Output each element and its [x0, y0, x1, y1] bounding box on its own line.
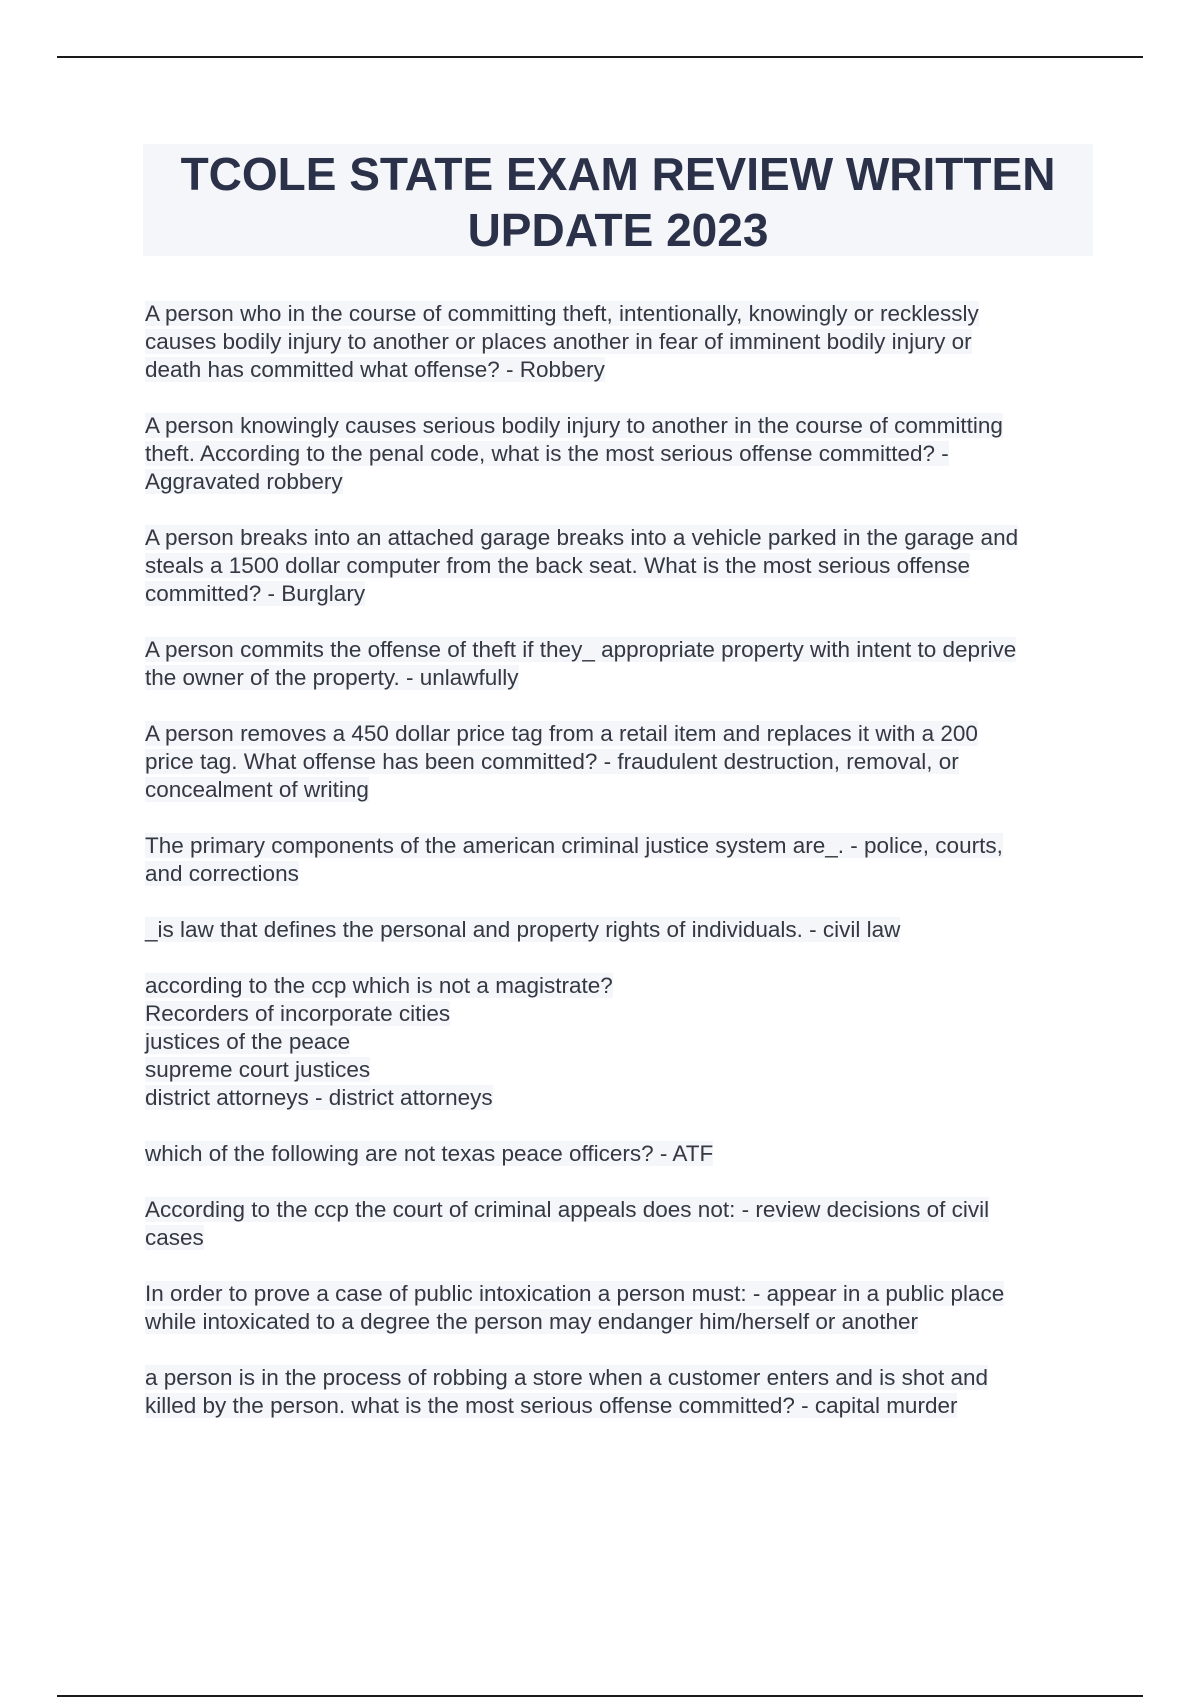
qa-line: district attorneys - district attorneys	[145, 1085, 493, 1110]
qa-item	[145, 636, 1095, 692]
title-block	[143, 144, 1093, 256]
qa-line: The primary components of the american criminal justice system are_. - police, courts,	[145, 833, 1003, 858]
qa-item	[145, 916, 1095, 944]
qa-line: the owner of the property. - unlawfully	[145, 665, 519, 690]
qa-line: A person commits the offense of theft if they_ appropriate property with intent to deprive	[145, 637, 1017, 662]
qa-item	[145, 832, 1095, 888]
qa-item	[145, 1280, 1095, 1336]
qa-line: and corrections	[145, 861, 299, 886]
document-title	[143, 144, 1093, 258]
qa-line: which of the following are not texas peace officers? - ATF	[145, 1141, 714, 1166]
qa-line: A person who in the course of committing theft, intentionally, knowingly or recklessly	[145, 301, 979, 326]
qa-item	[145, 1196, 1095, 1252]
qa-line: steals a 1500 dollar computer from the back seat. What is the most serious offense	[145, 553, 970, 578]
qa-line: killed by the person. what is the most serious offense committed? - capital murder	[145, 1393, 958, 1418]
qa-item	[145, 1140, 1095, 1168]
qa-line: A person knowingly causes serious bodily injury to another in the course of committing	[145, 413, 1003, 438]
qa-line: justices of the peace	[145, 1029, 351, 1054]
qa-line: cases	[145, 1225, 204, 1250]
qa-item	[145, 300, 1095, 384]
qa-line: a person is in the process of robbing a store when a customer enters and is shot and	[145, 1365, 988, 1390]
qa-line: supreme court justices	[145, 1057, 371, 1082]
qa-line: while intoxicated to a degree the person may endanger him/herself or another	[145, 1309, 918, 1334]
qa-line: In order to prove a case of public intoxication a person must: - appear in a public place	[145, 1281, 1005, 1306]
qa-item	[145, 524, 1095, 608]
qa-line: according to the ccp which is not a magistrate?	[145, 973, 613, 998]
qa-line: _is law that defines the personal and property rights of individuals. - civil law	[145, 917, 901, 942]
qa-line: Aggravated robbery	[145, 469, 343, 494]
qa-line: committed? - Burglary	[145, 581, 366, 606]
qa-item	[145, 1364, 1095, 1420]
qa-line: A person removes a 450 dollar price tag from a retail item and replaces it with a 200	[145, 721, 978, 746]
qa-line: causes bodily injury to another or places another in fear of imminent bodily injury or	[145, 329, 972, 354]
qa-line: theft. According to the penal code, what is the most serious offense committed? -	[145, 441, 949, 466]
qa-item	[145, 412, 1095, 496]
qa-line: price tag. What offense has been committed? - fraudulent destruction, removal, or	[145, 749, 959, 774]
qa-line: death has committed what offense? - Robbery	[145, 357, 605, 382]
bottom-rule	[57, 1695, 1143, 1697]
qa-list	[145, 300, 1095, 1448]
qa-line: Recorders of incorporate cities	[145, 1001, 451, 1026]
top-rule	[57, 56, 1143, 58]
qa-line: A person breaks into an attached garage breaks into a vehicle parked in the garage and	[145, 525, 1019, 550]
qa-line: concealment of writing	[145, 777, 369, 802]
title-line: UPDATE 2023	[467, 204, 769, 256]
qa-line: According to the ccp the court of criminal appeals does not: - review decisions of civil	[145, 1197, 990, 1222]
qa-item	[145, 972, 1095, 1112]
title-line: TCOLE STATE EXAM REVIEW WRITTEN	[180, 148, 1056, 200]
qa-item	[145, 720, 1095, 804]
